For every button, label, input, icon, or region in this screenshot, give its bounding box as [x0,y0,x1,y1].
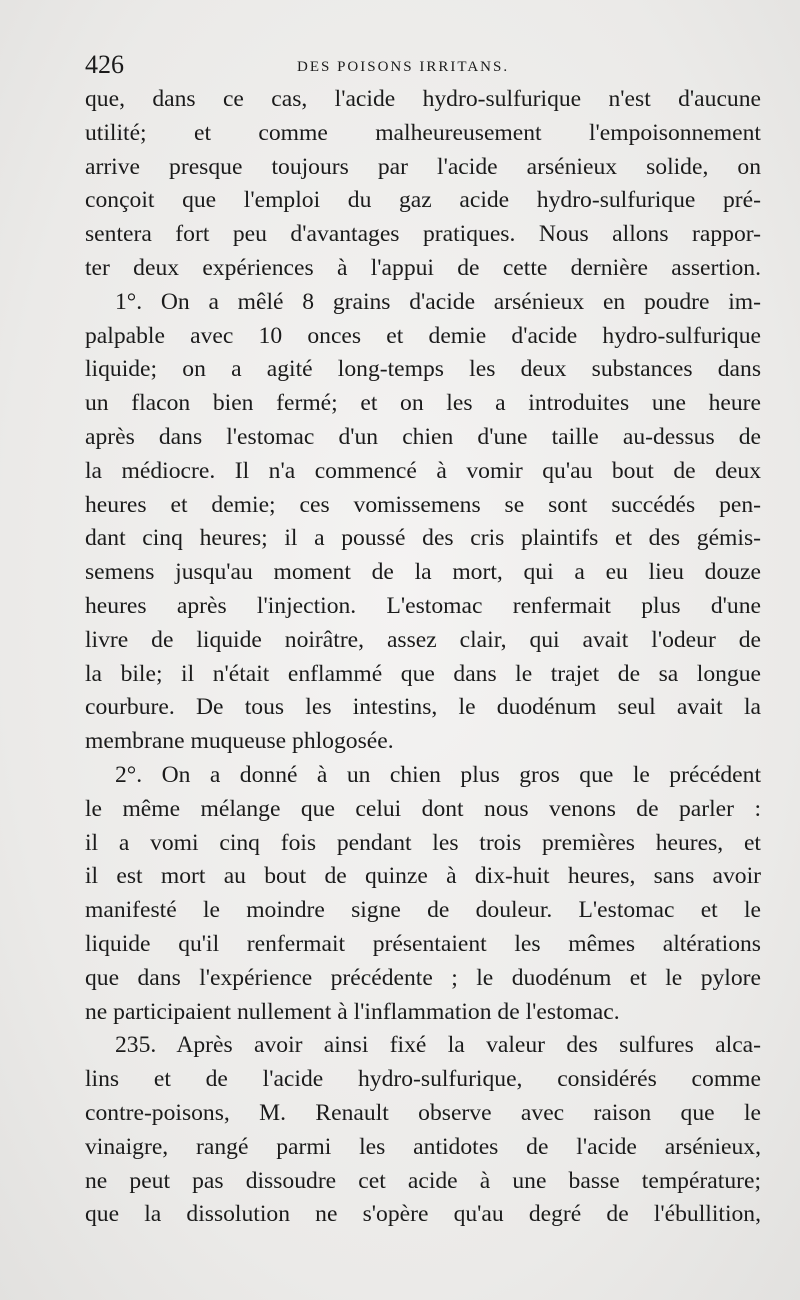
text-line: semens jusqu'au moment de la mort, qui a eu lieu douze [85,559,761,586]
text-line: que la dissolution ne s'opère qu'au degré de l'ébullition, [85,1201,761,1228]
text-line: heures après l'injection. L'estomac renfermait plus d'une [85,592,761,619]
text-line: liquide qu'il renfermait présentaient les mêmes altérations [85,930,761,957]
text-line: lins et de l'acide hydro-sulfurique, considérés comme [85,1066,761,1093]
text-line: 2°. On a donné à un chien plus gros que le précédent [115,761,761,788]
text-line: 1°. On a mêlé 8 grains d'acide arsénieux en poudre im- [115,288,761,315]
text-line: contre-poisons, M. Renault observe avec raison que le [85,1099,761,1126]
text-line: manifesté le moindre signe de douleur. L'estomac et le [85,897,761,924]
body-text [85,83,761,1232]
text-line: membrane muqueuse phlogosée. [85,728,394,755]
text-line: la médiocre. Il n'a commencé à vomir qu'au bout de deux [85,457,761,484]
text-line: ne peut pas dissoudre cet acide à une basse température; [85,1167,761,1194]
text-line: la bile; il n'était enflammé que dans le trajet de sa longue [85,660,761,687]
text-line: après dans l'estomac d'un chien d'une taille au-dessus de [85,423,761,450]
text-line: que, dans ce cas, l'acide hydro-sulfurique n'est d'aucune [85,86,761,112]
text-line: liquide; on a agité long-temps les deux substances dans [85,356,761,383]
text-line: ne participaient nullement à l'inflammation de l'estomac. [85,998,620,1025]
text-line: palpable avec 10 onces et demie d'acide hydro-sulfurique [85,322,761,349]
text-line: il a vomi cinq fois pendant les trois premières heures, et [85,829,761,856]
page-number: 426 [85,50,124,79]
text-line: heures et demie; ces vomissemens se sont succédés pen- [85,491,761,518]
text-line: sentera fort peu d'avantages pratiques. Nous allons rappor- [85,221,761,248]
text-line: conçoit que l'emploi du gaz acide hydro-sulfurique pré- [85,187,761,214]
text-line: utilité; et comme malheureusement l'empoisonnement [85,119,761,146]
text-line: le même mélange que celui dont nous venons de parler : [85,795,761,822]
running-title: DES POISONS IRRITANS. [297,59,510,75]
text-line: 235. Après avoir ainsi fixé la valeur des sulfures alca- [115,1032,761,1059]
text-line: vinaigre, rangé parmi les antidotes de l'acide arsénieux, [85,1133,761,1160]
text-line: dant cinq heures; il a poussé des cris plaintifs et des gémis- [85,525,761,552]
text-line: ter deux expériences à l'appui de cette dernière assertion. [85,254,761,281]
text-line: que dans l'expérience précédente ; le duodénum et le pylore [85,964,761,991]
text-line: arrive presque toujours par l'acide arsénieux solide, on [85,153,761,180]
text-line: un flacon bien fermé; et on les a introduites une heure [85,390,761,417]
text-line: il est mort au bout de quinze à dix-huit heures, sans avoir [85,863,761,890]
text-line: courbure. De tous les intestins, le duodénum seul avait la [85,694,761,721]
text-line: livre de liquide noirâtre, assez clair, qui avait l'odeur de [85,626,761,653]
